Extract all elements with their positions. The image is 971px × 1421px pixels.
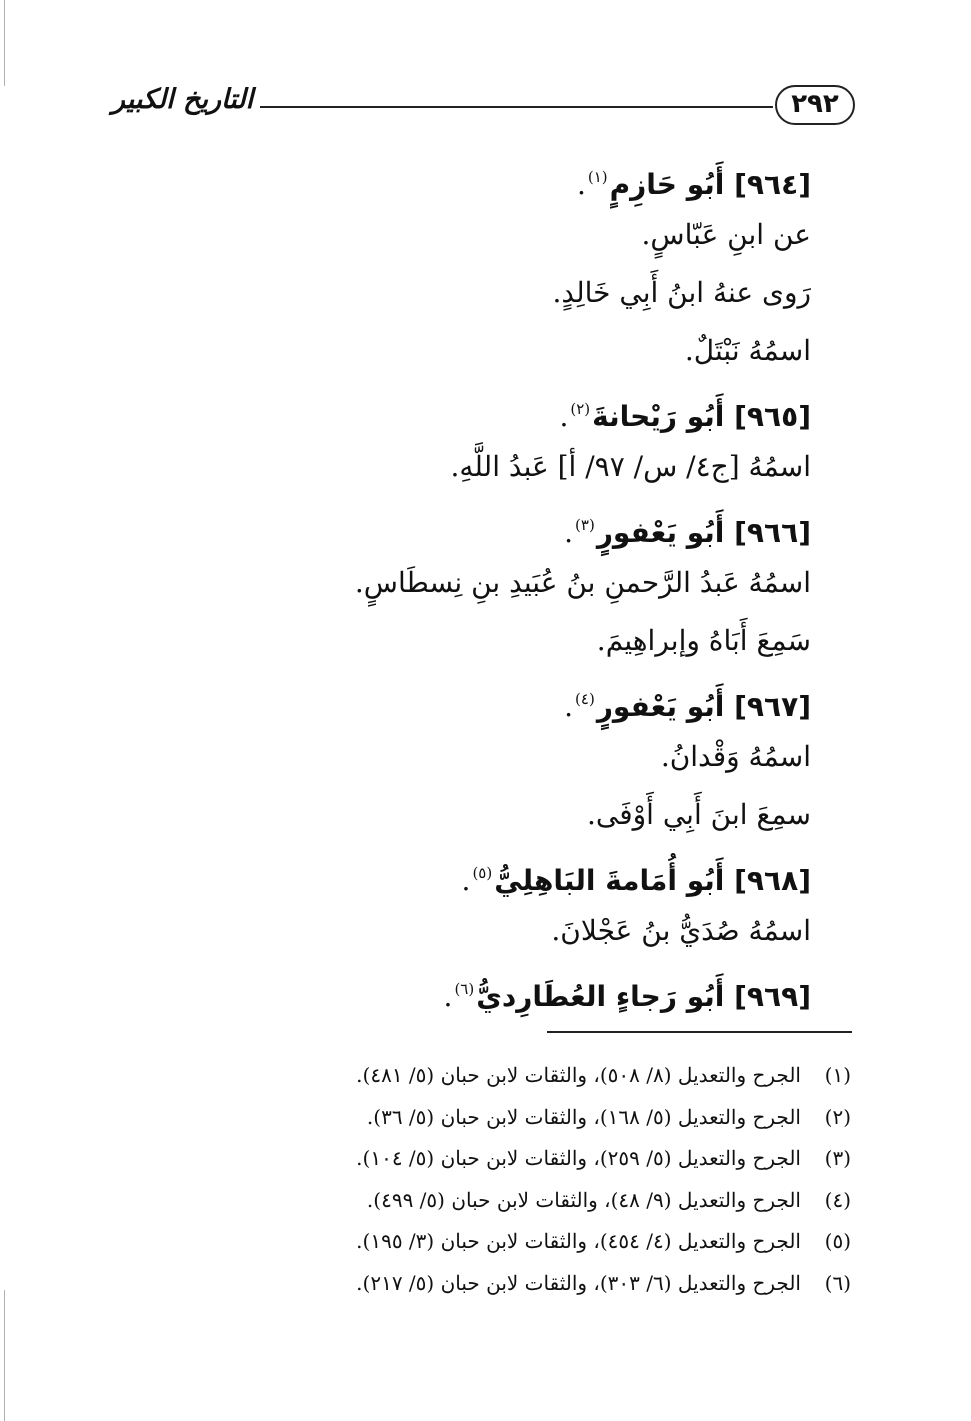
text-line: اسمُهُ عَبدُ الرَّحمنِ بنُ عُبَيدِ بنِ نِسطَاسٍ. <box>354 566 811 599</box>
entry-end-mark: . <box>564 690 574 723</box>
entry-end-mark: . <box>559 400 569 433</box>
entry-heading <box>111 496 811 554</box>
text-line: سمِعَ ابنَ أَبِي أَوْفَى. <box>587 798 811 831</box>
entry-title: [٩٦٥] أَبُو رَيْحانةَ <box>592 400 811 433</box>
page-edge-line-bottom <box>4 1290 5 1421</box>
footnote-item <box>231 1180 851 1222</box>
entry-end-mark: . <box>461 864 471 897</box>
footnote-text: الجرح والتعديل (٤/ ٤٥٤)، والثقات لابن حبان (٣/ ١٩٥). <box>356 1229 801 1253</box>
entry-title: [٩٦٧] أَبُو يَعْفورٍ <box>596 690 811 723</box>
footnote-number: (٦) <box>824 1270 851 1295</box>
text-line: عن ابنِ عَبّاسٍ. <box>641 218 811 251</box>
page-number: ٢٩٢ <box>775 85 855 125</box>
footnote-number: (٥) <box>824 1229 851 1253</box>
main-text <box>111 148 811 1018</box>
footnote-reference: (٦) <box>454 980 475 998</box>
entry-heading <box>111 844 811 902</box>
footnote-text: الجرح والتعديل (٦/ ٣٠٣)، والثقات لابن حبان (٥/ ٢١٧). <box>356 1270 801 1295</box>
entry-heading <box>111 670 811 728</box>
footnote-number: (٤) <box>824 1187 851 1212</box>
footnote-reference: (٣) <box>575 516 595 534</box>
page-edge-line-top <box>4 0 5 86</box>
footnote-item <box>231 1055 851 1097</box>
text-line: سَمِعَ أَبَاهُ وإبراهِيمَ. <box>596 624 811 657</box>
footnote-separator <box>547 1031 852 1033</box>
footnote-item <box>231 1138 851 1180</box>
text-line: اسمُهُ وَقْدانُ. <box>660 740 811 773</box>
footnote-number: (١) <box>824 1063 851 1087</box>
footnote-reference: (٢) <box>570 400 591 418</box>
footnote-text: الجرح والتعديل (٥/ ٢٥٩)، والثقات لابن حبان (٥/ ١٠٤). <box>356 1146 801 1170</box>
footnote-text: الجرح والتعديل (٩/ ٤٨)، والثقات لابن حبان (٥/ ٤٩٩). <box>366 1187 801 1212</box>
text-line: رَوى عنهُ ابنُ أَبِي خَالِدٍ. <box>552 276 811 309</box>
footnote-item <box>231 1263 851 1305</box>
footnote-text: الجرح والتعديل (٨/ ٥٠٨)، والثقات لابن حبان (٥/ ٤٨١). <box>356 1063 801 1087</box>
footnote-reference: (٤) <box>575 690 595 708</box>
entry-heading <box>111 380 811 438</box>
footnote-text: الجرح والتعديل (٥/ ١٦٨)، والثقات لابن حبان (٥/ ٣٦). <box>366 1104 801 1129</box>
entry-heading <box>111 960 811 1018</box>
footnote-number: (٣) <box>824 1146 851 1170</box>
footnote-item <box>231 1221 851 1263</box>
text-line: اسمُهُ [ج٤/ س/ ٩٧/ أ] عَبدُ اللَّهِ. <box>450 450 811 483</box>
footnote-reference: (١) <box>587 168 608 186</box>
entry-end-mark: . <box>564 516 574 549</box>
text-line: اسمُهُ صُدَيُّ بنُ عَجْلانَ. <box>551 914 811 947</box>
book-title: التاريخ الكبير <box>111 84 254 115</box>
entry-heading <box>111 148 811 206</box>
entry-end-mark: . <box>576 168 586 201</box>
entry-title: [٩٦٨] أَبُو أُمَامةَ البَاهِلِيُّ <box>494 864 811 897</box>
entry-title: [٩٦٩] أَبُو رَجاءٍ العُطَارِديُّ <box>476 980 811 1013</box>
footnote-reference: (٥) <box>472 864 493 882</box>
footnote-item <box>231 1097 851 1139</box>
entry-title: [٩٦٦] أَبُو يَعْفورٍ <box>596 516 811 549</box>
footnotes <box>231 1055 851 1304</box>
footnote-number: (٢) <box>824 1104 851 1129</box>
text-line: اسمُهُ نَبْتَلٌ. <box>684 334 811 367</box>
header-rule <box>260 106 773 108</box>
entry-title: [٩٦٤] أَبُو حَازِمٍ <box>609 168 811 201</box>
page-header <box>110 82 855 130</box>
entry-end-mark: . <box>443 980 453 1013</box>
